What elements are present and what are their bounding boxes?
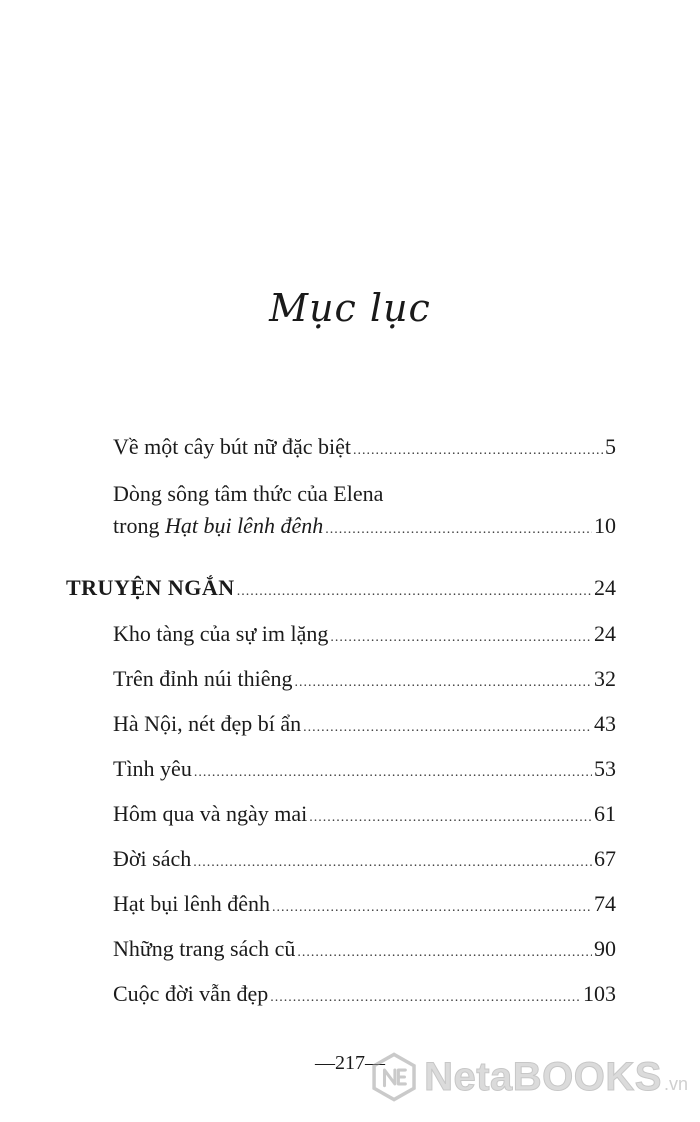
book-title: Hạt bụi lênh đênh <box>164 513 324 538</box>
toc-entry[interactable] <box>113 980 616 1012</box>
toc-entry-page: 67 <box>594 846 616 871</box>
toc-title: Mục lục <box>269 286 431 330</box>
toc-entry-page: 53 <box>594 756 616 781</box>
section-title: TRUYỆN NGẮN <box>66 575 235 600</box>
watermark-text: NetaBOOKS <box>424 1054 662 1099</box>
section-page: 24 <box>594 575 616 600</box>
dot-leader <box>272 894 592 922</box>
dot-leader <box>325 516 592 544</box>
toc-entry-title: Hà Nội, nét đẹp bí ẩn <box>113 711 302 736</box>
dot-leader <box>193 849 592 877</box>
toc-entry-title: Tình yêu <box>113 756 192 781</box>
watermark <box>368 1046 688 1108</box>
dot-leader <box>303 714 592 742</box>
toc-entry[interactable] <box>113 755 616 787</box>
watermark-suffix: .vn <box>663 1073 688 1094</box>
toc-entry-title: Về một cây bút nữ đặc biệt <box>113 434 351 459</box>
toc-entry-page: 61 <box>594 801 616 826</box>
toc-entry-title: Cuộc đời vẫn đẹp <box>113 981 269 1006</box>
toc-entry-title: Kho tàng của sự im lặng <box>113 621 329 646</box>
toc-entry[interactable] <box>113 665 616 697</box>
toc-entry-page: 5 <box>605 434 616 459</box>
toc-entry[interactable] <box>113 935 616 967</box>
dot-leader <box>330 624 592 652</box>
toc-entry[interactable] <box>113 890 616 922</box>
toc-entry-title: Trên đỉnh núi thiêng <box>113 666 293 691</box>
toc-entry-title-line1: Dòng sông tâm thức của Elena <box>113 481 384 506</box>
toc-entry-page: 90 <box>594 936 616 961</box>
dot-leader <box>194 759 592 787</box>
dot-leader <box>237 578 592 606</box>
toc-entry-page: 24 <box>594 621 616 646</box>
toc-entry-page: 103 <box>583 981 616 1006</box>
dot-leader <box>309 804 592 832</box>
toc-entry[interactable] <box>113 800 616 832</box>
toc-entry-title: Đời sách <box>113 846 192 871</box>
dot-leader <box>297 939 592 967</box>
toc-entry-page: 10 <box>594 513 616 538</box>
toc-entry-title: Những trang sách cũ <box>113 936 296 961</box>
toc-entry-page: 74 <box>594 891 616 916</box>
toc-entry[interactable] <box>113 710 616 742</box>
dot-leader <box>294 669 592 697</box>
toc-entry-page: 43 <box>594 711 616 736</box>
dot-leader <box>353 437 603 465</box>
toc-entry[interactable] <box>113 433 616 465</box>
dot-leader <box>270 984 581 1012</box>
page-number: —217— <box>315 1052 385 1074</box>
toc-entry[interactable] <box>113 512 616 544</box>
toc-entry-title: Hạt bụi lênh đênh <box>113 891 271 916</box>
toc-entry-title: Hôm qua và ngày mai <box>113 801 308 826</box>
toc-section-heading[interactable] <box>66 574 616 606</box>
netabooks-logo-icon <box>368 1049 420 1105</box>
toc-entry[interactable] <box>113 620 616 652</box>
toc-entry[interactable] <box>113 845 616 877</box>
toc-entry-title-line2 <box>113 512 323 540</box>
toc-entry-page: 32 <box>594 666 616 691</box>
toc-entry-prefix: trong <box>113 513 165 538</box>
